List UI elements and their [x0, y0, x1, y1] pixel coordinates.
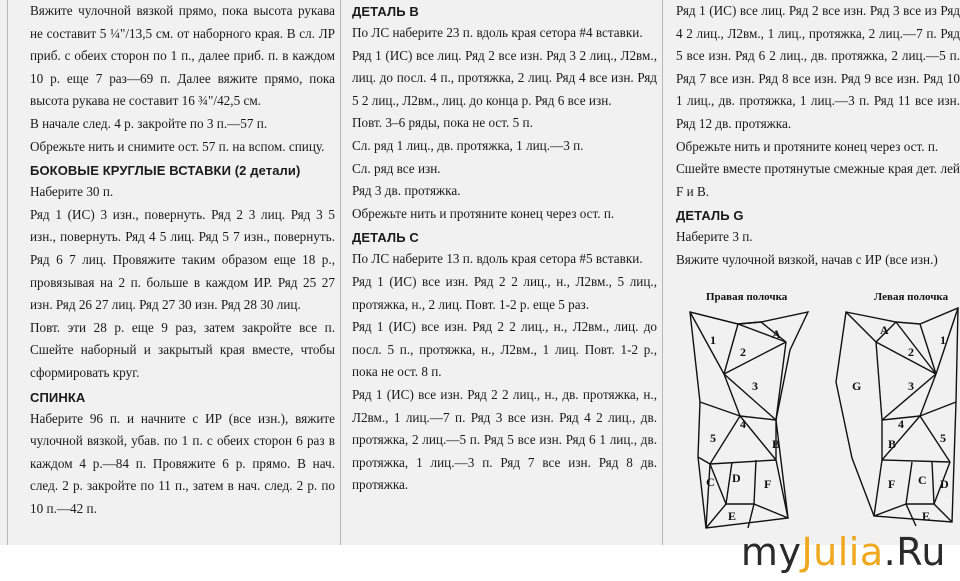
paragraph-rows: Ряд 1 (ИС) 3 изн., повернуть. Ряд 2 3 лиц. Ряд 3 5 изн., повернуть. Ряд 4 5 лиц. Ряд 5 7 изн., повернуть. Ряд 6 7 лиц. Провяжите таким образом еще 18 р., провязывая на 2 п. больше в каждом ИР. Ряд 25 27 изн. Ряд 26 27 лиц. Ряд 27 30 изн. Ряд 28 30 лиц.	[30, 206, 335, 313]
piece-label: 4	[898, 417, 904, 431]
piece-label: B	[772, 437, 781, 451]
diagram-label-left: Левая полочка	[874, 291, 949, 303]
piece-label: G	[852, 379, 862, 393]
watermark-part: Julia	[801, 530, 884, 574]
paragraph: Обрежьте нить и протяните конец через ост. п.	[352, 205, 615, 221]
piece-label: A	[880, 323, 889, 337]
section-heading: СПИНКА	[30, 389, 86, 405]
paragraph: Сл. ряд все изн.	[352, 160, 441, 176]
piece-label: A	[772, 327, 781, 341]
column-divider	[662, 0, 663, 545]
piece-label: 1	[710, 333, 716, 347]
piece-label: E	[922, 509, 931, 523]
piece-label: F	[764, 477, 772, 491]
paragraph: Обрежьте нить и снимите ост. 57 п. на вспом. спицу.	[30, 138, 325, 154]
piece-label: 4	[740, 417, 746, 431]
column-divider	[7, 0, 8, 545]
watermark-part: my	[740, 530, 802, 574]
piece-label: 5	[940, 431, 946, 445]
right-panel-labels	[706, 327, 781, 523]
section-heading: ДЕТАЛЬ С	[352, 230, 419, 246]
piece-label: 3	[752, 379, 758, 393]
column-divider	[340, 0, 341, 545]
paragraph: По ЛС наберите 23 п. вдоль края сетора #4 вставки.	[352, 25, 643, 40]
right-panel-drawing	[690, 312, 808, 528]
piece-label: E	[728, 509, 737, 523]
watermark-part: .Ru	[883, 530, 946, 574]
piece-label: 2	[740, 345, 746, 359]
paragraph: Вяжите чулочной вязкой прямо, пока высота рукава не составит 5 ¼"/13,5 см. от наборного края. В сл. ЛР приб. с обеих сторон по 1 п., далее приб. п. в каждом 10 р. еще 7 раз—69 п. Далее вяжите прямо, пока высота рукава не составит 16 ¾"/42,5 см.	[30, 3, 335, 109]
paragraph-rows: Ряд 1 (ИС) все лиц. Ряд 2 все изн. Ряд 3 2 лиц., Л2вм., лиц. до посл. 4 п., протяжка, 2 лиц. Ряд 4 все изн. Ряд 5 2 лиц., Л2вм., лиц. до конца р. Ряд 6 все изн.	[352, 47, 657, 108]
piece-label: F	[888, 477, 896, 491]
paragraph: Сшейте вместе протянутые смежные края дет. лей F и B.	[676, 161, 960, 199]
paragraph: Повт. эти 28 р. еще 9 раз, затем закройте все п. Сшейте наборный и закрытый края вместе, чтобы сформировать круг.	[30, 319, 335, 380]
piece-label: C	[706, 475, 715, 489]
paragraph: Наберите 96 п. и начните с ИР (все изн.), вяжите чулочной вязкой, убав. по 1 п. с обеих сторон 6 раз в каждом 4 р.—84 п. Провяжите 6 р. прямо. В нач. след. 2 р. закройте по 11 п., затем в нач. след. 2 р. по 10 п.—42 п.	[30, 410, 335, 516]
schematic-diagram	[676, 282, 960, 540]
front-panels-diagram	[676, 282, 960, 540]
piece-label: C	[918, 473, 927, 487]
piece-label: 1	[940, 333, 946, 347]
paragraph: Наберите 3 п.	[676, 229, 753, 245]
section-heading: БОКОВЫЕ КРУГЛЫЕ ВСТАВКИ (2 детали)	[30, 163, 301, 179]
left-panel-labels	[852, 323, 949, 523]
diagram-label-right: Правая полочка	[706, 291, 788, 303]
piece-label: 2	[908, 345, 914, 359]
piece-label: 3	[908, 379, 914, 393]
piece-label: 5	[710, 431, 716, 445]
text-column-3	[676, 0, 960, 272]
section-heading: ДЕТАЛЬ G	[676, 208, 744, 224]
piece-label: B	[888, 437, 897, 451]
section-heading: ДЕТАЛЬ В	[352, 4, 419, 19]
piece-label: D	[732, 471, 741, 485]
paragraph: Ряд 3 дв. протяжка.	[352, 183, 461, 199]
paragraph-rows: Ряд 1 (ИС) все изн. Ряд 2 2 лиц., н., Л2вм., лиц. до посл. 5 п., протяжка, н., Л2вм., 1 лиц. Повт. 1-2 р., пока не ост. 8 п.	[352, 319, 657, 380]
paragraph: В начале след. 4 р. закройте по 3 п.—57 п.	[30, 115, 268, 131]
paragraph-rows: Ряд 1 (ИС) все изн. Ряд 2 2 лиц., н., дв. протяжка, н., Л2вм., 1 лиц.—7 п. Ряд 3 все изн. Ряд 4 2 лиц., дв. протяжка, 2 лиц.—5 п. Ряд 5 все изн. Ряд 6 1 лиц., дв. протяжка, 1 лиц.—3 п. Ряд 7 все изн. Ряд 8 дв. протяжка.	[352, 386, 657, 493]
paragraph: По ЛС наберите 13 п. вдоль края сетора #5 вставки.	[352, 251, 643, 267]
paragraph: Вяжите чулочной вязкой, начав с ИР (все изн.)	[676, 251, 938, 267]
paragraph: Обрежьте нить и протяните конец через ост. п.	[676, 138, 939, 154]
paragraph-rows: Ряд 1 (ИС) все лиц. Ряд 2 все изн. Ряд 3 все из Ряд 4 2 лиц., Л2вм., 1 лиц., протяжка, 2 лиц.—7 п. Ряд 5 все изн. Ряд 6 2 лиц., дв. протяжка, 2 лиц.—5 п. Ряд 7 все изн. Ряд 8 все изн. Ряд 9 все изн. Ряд 10 1 лиц., дв. протяжка, 1 лиц.—3 п. Ряд 11 все изн. Ряд 12 дв. протяжка.	[676, 3, 960, 131]
site-watermark-logo	[741, 529, 946, 575]
text-column-1	[30, 0, 335, 520]
text-column-2	[352, 0, 657, 497]
paragraph: Сл. ряд 1 лиц., дв. протяжка, 1 лиц.—3 п.	[352, 137, 584, 153]
paragraph-rows: Ряд 1 (ИС) все изн. Ряд 2 2 лиц., н., Л2вм., 5 лиц., протяжка, н., 2 лиц. Повт. 1-2 р. еще 5 раз.	[352, 273, 657, 312]
paragraph: Наберите 30 п.	[30, 184, 114, 200]
paragraph: Повт. 3–6 ряды, пока не ост. 5 п.	[352, 115, 533, 131]
piece-label: D	[940, 477, 949, 491]
